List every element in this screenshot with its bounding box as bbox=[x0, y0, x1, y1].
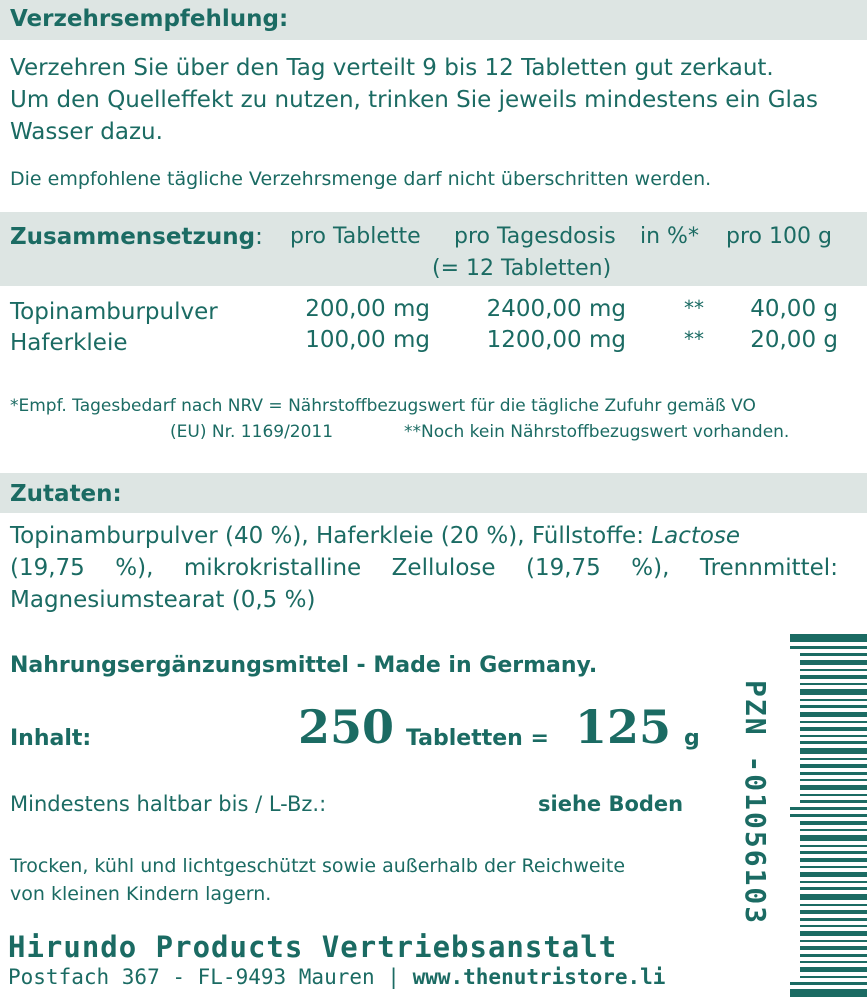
recommendation-line-2: Um den Quelleffekt zu nutzen, trinken Sie jeweils mindestens ein Glas bbox=[10, 87, 819, 113]
ingredients-word: %), bbox=[115, 555, 154, 581]
ingredients-line-2 bbox=[10, 552, 838, 584]
company-website: www.thenutristore.li bbox=[412, 965, 666, 989]
composition-heading-label: Zusammensetzung bbox=[10, 224, 256, 250]
ingredients-word: Trennmittel: bbox=[699, 555, 838, 581]
nrv-footnote-1: *Empf. Tagesbedarf nach NRV = Nährstoffbezugswert für die tägliche Zufuhr gemäß VO bbox=[10, 396, 756, 416]
row-2-per-dose: 1200,00 mg bbox=[486, 327, 626, 353]
row-2-per-tablet: 100,00 mg bbox=[305, 327, 430, 353]
ingredients-heading-band bbox=[0, 473, 867, 513]
product-type: Nahrungsergänzungsmittel - Made in Germany. bbox=[10, 653, 598, 678]
tablet-count: 250 bbox=[298, 700, 395, 754]
column-per-100g: pro 100 g bbox=[726, 224, 832, 249]
pzn-code-text: PZN -01056103 bbox=[739, 680, 772, 926]
ingredients-word: (19,75 bbox=[526, 555, 601, 581]
best-before-label: Mindestens haltbar bis / L-Bz.: bbox=[10, 792, 327, 816]
composition-heading bbox=[10, 224, 263, 250]
nrv-footnote-2a: (EU) Nr. 1169/2011 bbox=[170, 422, 334, 442]
recommendation-line-3: Wasser dazu. bbox=[10, 119, 163, 145]
recommendation-heading: Verzehrsempfehlung: bbox=[10, 6, 289, 32]
storage-line-2: von kleinen Kindern lagern. bbox=[10, 883, 272, 905]
net-weight-unit: g bbox=[684, 726, 700, 751]
row-1-per-dose: 2400,00 mg bbox=[486, 296, 626, 322]
row-2-per-100g: 20,00 g bbox=[750, 327, 838, 353]
recommendation-line-1: Verzehren Sie über den Tag verteilt 9 bis 12 Tabletten gut zerkaut. bbox=[10, 55, 774, 81]
ingredients-word: (19,75 bbox=[10, 555, 85, 581]
row-1-percent: ** bbox=[684, 296, 704, 320]
best-before-value: siehe Boden bbox=[538, 792, 684, 816]
row-2-percent: ** bbox=[684, 327, 704, 351]
column-per-daily-dose-sub: (= 12 Tabletten) bbox=[432, 256, 612, 281]
pzn-code bbox=[722, 680, 782, 940]
daily-dose-warning: Die empfohlene tägliche Verzehrsmenge darf nicht überschritten werden. bbox=[10, 168, 712, 190]
row-1-per-tablet: 200,00 mg bbox=[305, 296, 430, 322]
storage-line-1: Trocken, kühl und lichtgeschützt sowie außerhalb der Reichweite bbox=[10, 855, 626, 877]
row-1-name: Topinamburpulver bbox=[10, 299, 218, 325]
composition-heading-colon: : bbox=[255, 224, 263, 250]
company-address-text: Postfach 367 - FL-9493 Mauren | bbox=[8, 965, 413, 989]
column-per-daily-dose: pro Tagesdosis bbox=[454, 224, 616, 249]
company-address bbox=[8, 965, 665, 989]
company-name: Hirundo Products Vertriebsanstalt bbox=[8, 930, 618, 964]
ingredients-heading: Zutaten: bbox=[10, 481, 122, 507]
ingredients-line-1 bbox=[10, 520, 740, 552]
ingredients-word: %), bbox=[631, 555, 670, 581]
column-per-tablet: pro Tablette bbox=[290, 224, 421, 249]
ingredients-line-3: Magnesiumstearat (0,5 %) bbox=[10, 587, 316, 613]
ingredients-word: Zellulose bbox=[391, 555, 496, 581]
row-2-name: Haferkleie bbox=[10, 330, 128, 356]
nrv-footnote-2b: **Noch kein Nährstoffbezugswert vorhanden. bbox=[404, 422, 790, 442]
ingredients-word: mikrokristalline bbox=[183, 555, 362, 581]
content-label: Inhalt: bbox=[10, 726, 92, 751]
tablet-count-unit: Tabletten = bbox=[406, 726, 549, 751]
lactose-text: Lactose bbox=[651, 523, 741, 549]
net-weight: 125 bbox=[575, 700, 672, 754]
barcode-image bbox=[790, 634, 867, 1000]
column-percent: in %* bbox=[640, 224, 699, 249]
ingredients-line-1-text: Topinamburpulver (40 %), Haferkleie (20 %), Füllstoffe: bbox=[10, 523, 652, 549]
row-1-per-100g: 40,00 g bbox=[750, 296, 838, 322]
